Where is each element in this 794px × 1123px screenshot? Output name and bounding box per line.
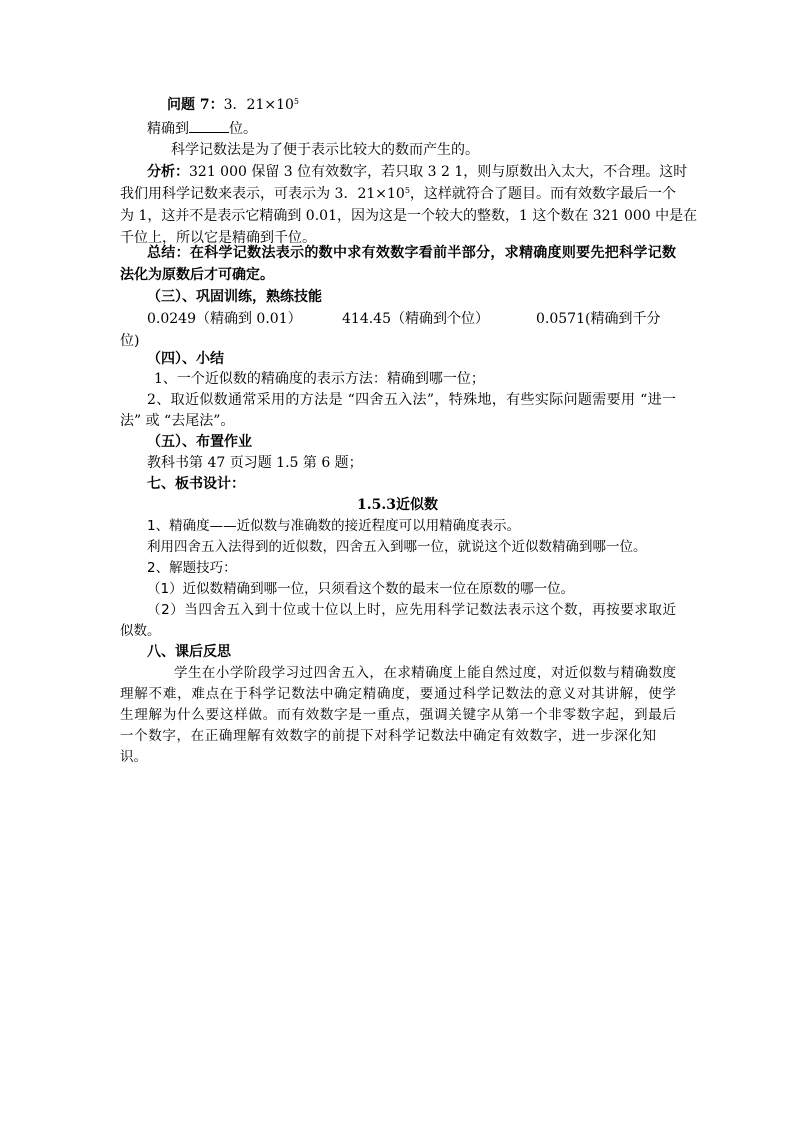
homework: 教科书第 47 页习题 1.5 第 6 题；: [147, 455, 363, 471]
reflection-line-4: 一个数字，在正确理解有效数字的前提下对科学记数法中确定有效数字，进一步深化知: [120, 728, 656, 744]
reflection-line-3: 生理解为什么要这样做。而有效数字是一重点，强调关键字从第一个非零数字起，到最后: [120, 707, 676, 723]
exercise-2: 414.45（精确到个位）: [342, 311, 489, 327]
analysis-text-2b: ，这样就符合了题目。而有效数字最后一个: [409, 186, 677, 202]
board-line-1: 1、精确度——近似数与准确数的接近程度可以用精确度表示。: [147, 518, 521, 534]
board-title: 1.5.3近似数: [357, 497, 438, 513]
analysis-text-2a: 我们用科学记数来表示，可表示为 3．21×10: [120, 186, 405, 202]
problem-7-label: 问题 7：: [167, 97, 224, 113]
exercise-3-cont: 位): [120, 333, 140, 349]
problem-7-question: [147, 118, 257, 139]
answer-blank: [189, 118, 229, 133]
section-8-heading: 八、课后反思: [147, 644, 231, 660]
section-7-heading: 七、板书设计：: [147, 476, 245, 492]
section-3-heading: （三）、巩固训练，熟练技能: [147, 289, 322, 305]
summary-line-1: 总结：在科学记数法表示的数中求有效数字看前半部分，求精确度则要先把科学记数: [147, 245, 676, 261]
board-line-4: （1）近似数精确到哪一位，只须看这个数的最末一位在原数的哪一位。: [147, 581, 575, 597]
sci-note-sentence: 科学记数法是为了便于表示比较大的数而产生的。: [171, 142, 479, 158]
summary-point-2a: 2、取近似数通常采用的方法是 “四舍五入法”，特殊地，有些实际问题需要用 “进一: [147, 392, 676, 408]
board-line-3: 2、解题技巧：: [147, 560, 237, 576]
analysis-line-3: 为 1，这并不是表示它精确到 0.01，因为这是一个较大的整数，1 这个数在 321 000 中是在: [120, 208, 698, 224]
section-5-heading: （五）、布置作业: [147, 434, 252, 450]
reflection-line-2: 理解不难，难点在于科学记数法中确定精确度，要通过科学记数法的意义对其讲解，使学: [120, 686, 676, 702]
reflection-line-1: 学生在小学阶段学习过四舍五入，在求精确度上能自然过度，对近似数与精确数度: [174, 665, 676, 681]
analysis-exponent: 5: [404, 186, 410, 195]
analysis-label: 分析：: [147, 164, 189, 180]
section-4-heading: （四）、小结: [147, 351, 224, 367]
problem-7: [167, 95, 299, 115]
exercise-1: 0.0249（精确到 0.01）: [147, 311, 302, 327]
board-line-5b: 似数。: [120, 623, 161, 639]
board-line-5a: （2）当四舍五入到十位或十位以上时，应先用科学记数法表示这个数，再按要求取近: [147, 602, 676, 618]
reflection-line-5: 识。: [120, 749, 147, 765]
analysis-line-1: [147, 162, 688, 182]
problem-7-exponent: 5: [293, 97, 299, 106]
precise-prefix: 精确到: [147, 121, 189, 137]
board-line-2: 利用四舍五入法得到的近似数，四舍五入到哪一位，就说这个近似数精确到哪一位。: [147, 539, 647, 555]
problem-7-expr: 3．21×10: [223, 97, 294, 113]
analysis-line-2: [120, 184, 676, 204]
summary-point-2b: 法” 或 “去尾法”。: [120, 413, 235, 429]
precise-suffix: 位。: [229, 121, 257, 137]
analysis-text-1: 321 000 保留 3 位有效数字，若只取 3 2 1，则与原数出入太大，不合理。这时: [189, 164, 688, 180]
summary-line-2: 法化为原数后才可确定。: [120, 267, 274, 283]
summary-point-1: 1、一个近似数的精确度的表示方法：精确到哪一位；: [154, 371, 485, 387]
exercise-3: 0.0571(精确到千分: [536, 311, 661, 327]
analysis-line-4: 千位上，所以它是精确到千位。: [120, 230, 316, 246]
